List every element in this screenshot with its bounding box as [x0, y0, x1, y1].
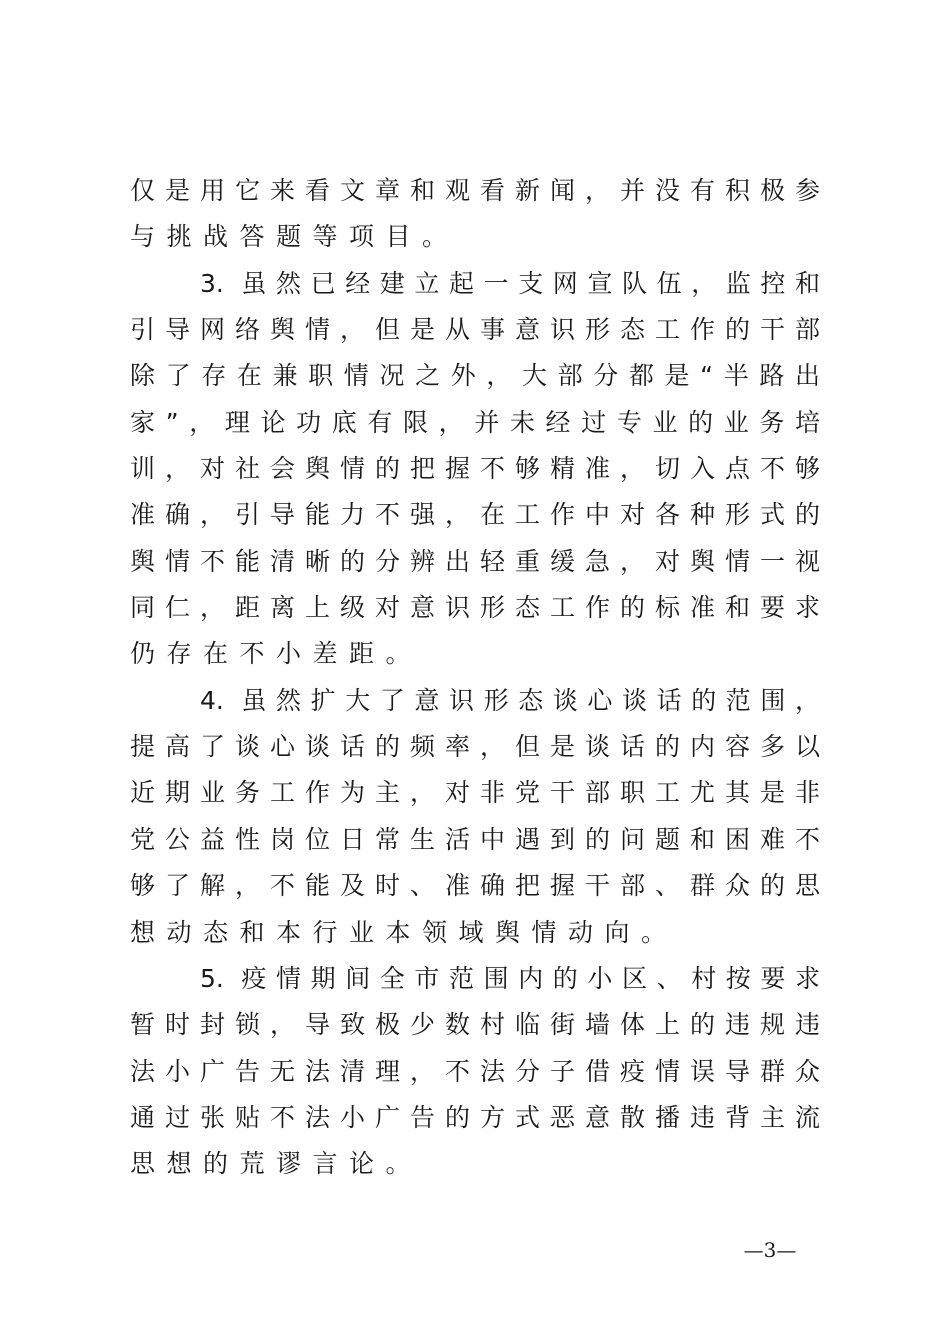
text-line: 够了解，不能及时、准确把握干部、群众的思 — [130, 871, 820, 901]
text-line: 同仁，距离上级对意识形态工作的标准和要求 — [130, 593, 820, 623]
text-line: 想动态和本行业本领域舆情动向。 — [130, 917, 678, 947]
text-line: 提高了谈心谈话的频率，但是谈话的内容多以 — [130, 732, 820, 762]
text-line: 除了存在兼职情况之外，大部分都是“半路出 — [130, 361, 820, 391]
paragraph-4-start: 4. 虽然扩大了意识形态谈心谈话的范围， — [200, 685, 820, 715]
body-text — [130, 168, 820, 1188]
text-line: 引导网络舆情，但是从事意识形态工作的干部 — [130, 315, 820, 345]
text-line: 通过张贴不法小广告的方式恶意散播违背主流 — [130, 1102, 820, 1132]
paragraph-5-start: 5. 疫情期间全市范围内的小区、村按要求 — [200, 963, 820, 993]
text-line: 训，对社会舆情的把握不够精准，切入点不够 — [130, 454, 820, 484]
text-line: 思想的荒谬言论。 — [130, 1149, 423, 1179]
text-line: 与挑战答题等项目。 — [130, 222, 459, 252]
paragraph-3-start: 3. 虽然已经建立起一支网宣队伍，监控和 — [200, 268, 820, 298]
text-line: 近期业务工作为主，对非党干部职工尤其是非 — [130, 778, 820, 808]
text-line: 准确，引导能力不强，在工作中对各种形式的 — [130, 500, 820, 530]
text-line: 仍存在不小差距。 — [130, 639, 423, 669]
page-number: —3— — [743, 1238, 797, 1262]
text-line: 法小广告无法清理，不法分子借疫情误导群众 — [130, 1056, 820, 1086]
text-line: 舆情不能清晰的分辨出轻重缓急，对舆情一视 — [130, 546, 820, 576]
text-line: 暂时封锁，导致极少数村临街墙体上的违规违 — [130, 1010, 820, 1040]
text-line: 家”，理论功底有限，并未经过专业的业务培 — [130, 407, 820, 437]
text-line: 党公益性岗位日常生活中遇到的问题和困难不 — [130, 824, 820, 854]
text-line: 仅是用它来看文章和观看新闻，并没有积极参 — [130, 176, 820, 205]
